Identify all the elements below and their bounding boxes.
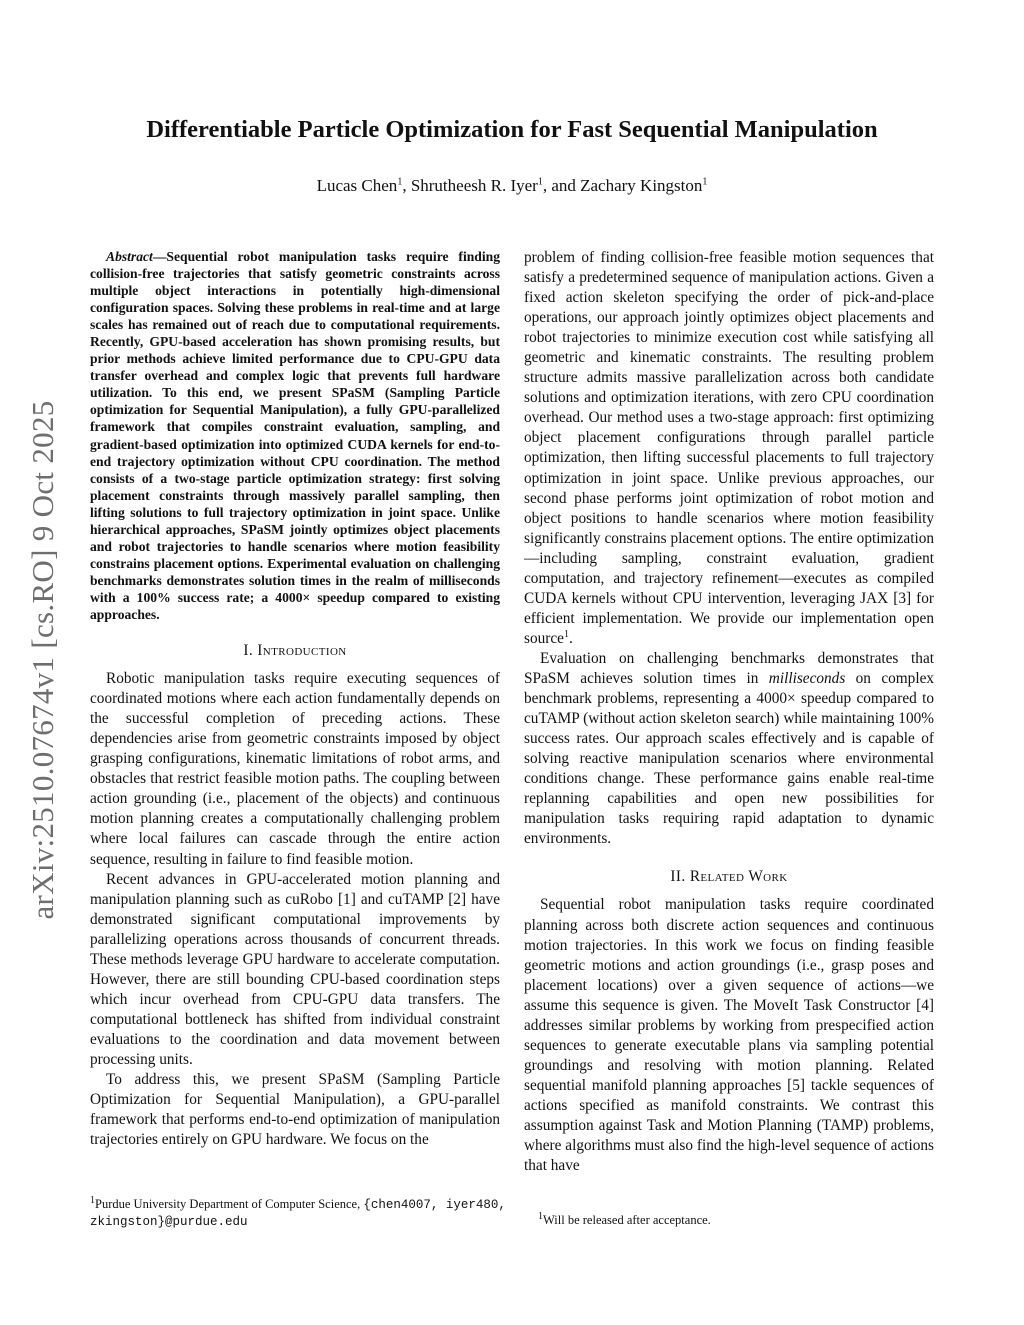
intro-paragraph-3: To address this, we present SPaSM (Sampling Particle Optimization for Sequential Manipulation), a GPU-parallel framework that performs end-to-end optimization of manipulation trajectories entirely on GPU hardware. We focus on the: [90, 1071, 500, 1149]
author-separator: , and: [542, 176, 581, 195]
right-paragraph-1: [524, 248, 934, 649]
right-paragraph-2-rest: on complex benchmark problems, representing a 4000× speedup compared to cuTAMP (without action skeleton search) while maintaining 100% success rates. Our approach scales effectively and is capable of solving reactive manipulation scenarios where environmental conditions change. These performance gains enable real-time replanning capabilities and open new possibilities for manipulation tasks requiring rapid adaptation to dynamic environments.: [524, 669, 935, 848]
affiliation-mark: 1: [397, 176, 403, 188]
footnote-mark: 1: [538, 1210, 543, 1222]
footnote-emails: {chen4007, iyer480, zkingston}@purdue.edu: [90, 1198, 506, 1229]
right-column: [524, 248, 934, 1176]
intro-paragraph-2: Recent advances in GPU-accelerated motion planning and manipulation planning such as cuRobo [1] and cuTAMP [2] have demonstrated significant computational improvements by parallelizing operations across thousands of concurrent threads. These methods leverage GPU hardware to accelerate computation. However, there are still bounding CPU-based coordination steps which incur overhead from CPU-GPU data transfers. The computational bottleneck has shifted from individual constraint evaluations to the coordination and data movement between processing units.: [90, 870, 500, 1068]
footnote-release-text: Will be released after acceptance.: [543, 1213, 711, 1227]
affiliation-mark: 1: [702, 176, 708, 188]
emphasis-milliseconds: milliseconds: [768, 669, 846, 687]
author-name: Shrutheesh R. Iyer: [410, 176, 538, 195]
right-paragraph-1-text: problem of finding collision-free feasible motion sequences that satisfy a predetermined sequence of manipulation actions. Given a fixed action skeleton specifying the order of pick-and-place operations, our approach jointly optimizes object placements and robot trajectories to minimize execution cost while satisfying all geometric and kinematic constraints. The resulting problem structure admits massive parallelization across both candidate solutions and optimization iterations, with zero CPU coordination overhead. Our method uses a two-stage approach: first optimizing object placement configurations through parallel particle optimization, then lifting successful placements to full trajectory optimization in joint space. Unlike previous approaches, our second phase performs joint optimization of robot motion and object positions to handle scenarios where motion feasibility significantly constrains placement options. The entire optimization—including sampling, constraint evaluation, gradient computation, and trajectory refinement—executes as compiled CUDA kernels without CPU intervention, leveraging JAX [3] for efficient implementation. We provide our implementation open source: [524, 249, 934, 647]
left-column: [90, 248, 500, 1150]
author-separator: ,: [402, 176, 411, 195]
footnote-mark: 1: [563, 628, 569, 640]
right-paragraph-2-text: Evaluation on challenging benchmarks demonstrates that SPaSM achieves solution times in: [524, 649, 934, 687]
paper-title: Differentiable Particle Optimization for Fast Sequential Manipulation: [146, 116, 878, 143]
section-heading-related-work: II. Related Work: [670, 868, 788, 886]
footnote-mark: 1: [90, 1194, 95, 1206]
right-paragraph-2: [524, 649, 934, 849]
intro-paragraph-1: Robotic manipulation tasks require executing sequences of coordinated motions where each action fundamentally depends on the successful completion of preceding actions. These dependencies arise from geometric constraints imposed by object grasping configurations, kinematic limitations of robot arms, and obstacles that restrict feasible motion paths. The coupling between action grounding (i.e., placement of the objects) and continuous motion planning creates a computationally challenging problem where local failures can cascade through the entire action sequence, resulting in failure to find feasible motion.: [90, 670, 500, 868]
footnote-affiliation-text: Purdue University Department of Computer Science,: [95, 1197, 364, 1211]
author-name: Lucas Chen: [316, 176, 398, 195]
author-list: [60, 176, 964, 196]
footnote-release: [538, 1212, 938, 1228]
arxiv-identifier-stamp: arXiv:2510.07674v1 [cs.RO] 9 Oct 2025: [25, 400, 60, 920]
footnote-affiliation: [90, 1196, 510, 1230]
abstract-dash: —: [152, 249, 167, 264]
right-paragraph-1-end: .: [568, 629, 573, 647]
affiliation-mark: 1: [537, 176, 543, 188]
related-paragraph-1: Sequential robot manipulation tasks require coordinated planning across both discrete action sequences and continuous motion trajectories. In this work we focus on finding feasible geometric motions and action groundings (i.e., grasp poses and placement locations) over a given sequence of actions—we assume this sequence is given. The MoveIt Task Constructor [4] addresses similar problems by working from prespecified action sequences to generate executable plans via sampling potential groundings and resolving with motion planning. Related sequential manifold planning approaches [5] tackle sequences of actions specified as manifold constraints. We contrast this assumption against Task and Motion Planning (TAMP) problems, where algorithms must also find the high-level sequence of actions that have: [524, 896, 934, 1175]
abstract-lead: Abstract: [106, 249, 153, 264]
abstract: [90, 248, 500, 623]
section-heading-introduction: I. Introduction: [243, 642, 347, 660]
author-name: Zachary Kingston: [580, 176, 703, 195]
abstract-text: Sequential robot manipulation tasks require finding collision-free trajectories that satisfy geometric constraints across multiple object interactions in potentially high-dimensional configuration spaces. Solving these problems in real-time and at large scales has remained out of reach due to computational requirements. Recently, GPU-based acceleration has shown promising results, but prior methods achieve limited performance due to CPU-GPU data transfer overhead and complex logic that prevents full hardware utilization. To this end, we present SPaSM (Sampling Particle optimization for Sequential Manipulation), a fully GPU-parallelized framework that compiles constraint evaluation, sampling, and gradient-based optimization into optimized CUDA kernels for end-to-end trajectory optimization without CPU coordination. The method consists of a two-stage particle optimization strategy: first solving placement constraints through massively parallel sampling, then lifting solutions to full trajectory optimization in joint space. Unlike hierarchical approaches, SPaSM jointly optimizes object placements and robot trajectories to handle scenarios where motion feasibility constrains placement options. Experimental evaluation on challenging benchmarks demonstrates solution times in the realm of milliseconds with a 100% success rate; a 4000× speedup compared to existing approaches.: [90, 249, 500, 622]
